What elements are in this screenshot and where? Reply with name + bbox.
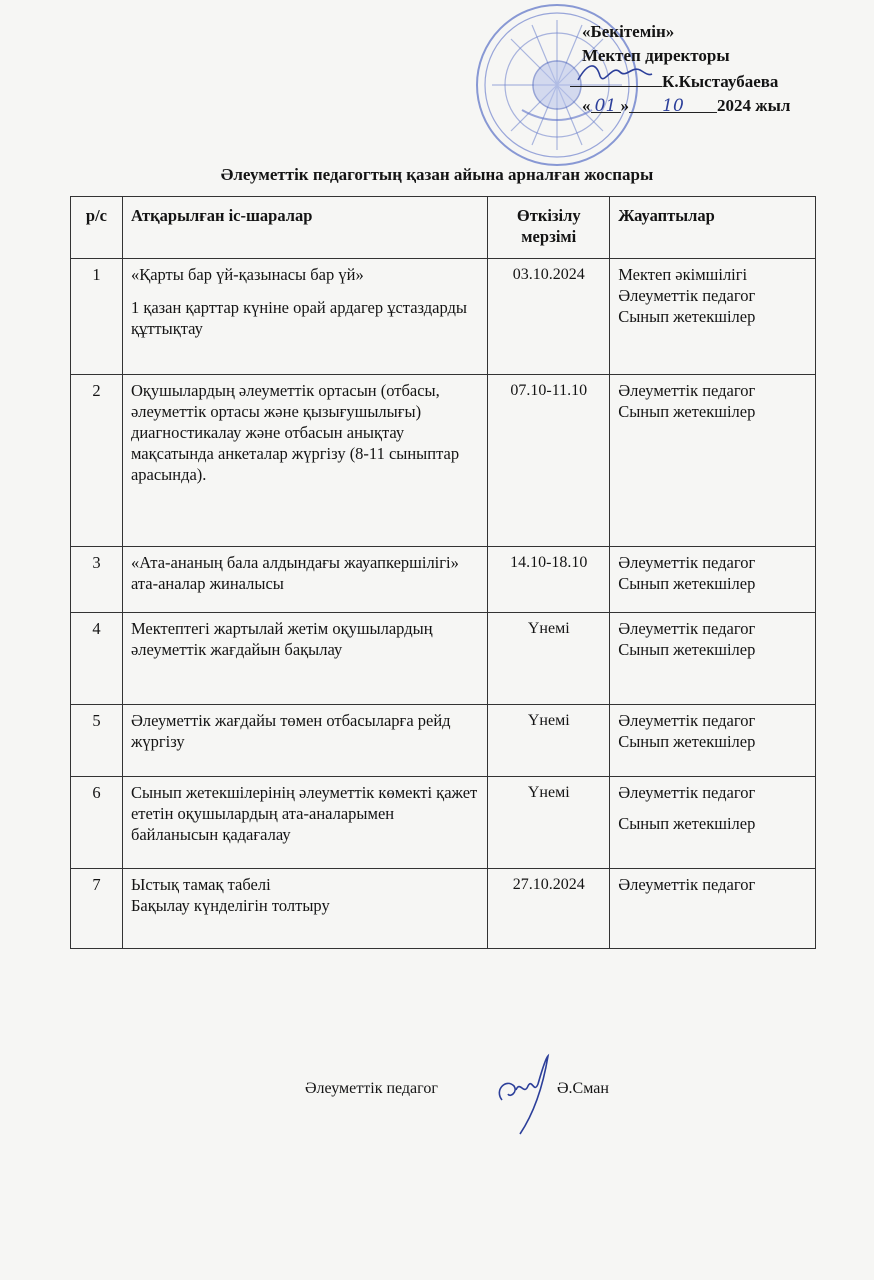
approval-label: «Бекітемін»: [582, 22, 675, 41]
table-row: [71, 613, 816, 705]
responsible-line: Сынып жетекшілер: [618, 574, 756, 593]
signature-footer: [305, 1080, 609, 1098]
responsible-line: Әлеуметтік педагог: [618, 711, 756, 730]
director-signature-icon: [574, 58, 654, 88]
table-row: [71, 375, 816, 547]
responsible-line: Мектеп әкімшілігі: [618, 265, 748, 284]
row-activity: «Ата-ананың бала алдындағы жауапкершілігі» ата-аналар жиналысы: [122, 547, 487, 613]
row-date: 27.10.2024: [488, 869, 610, 949]
row-responsible: [610, 777, 816, 869]
plan-table: [70, 196, 816, 949]
approval-block: «Бекітемін» Мектеп директоры К.Кыстаубаева « 01 » 10 2024 жыл: [582, 20, 842, 118]
row-activity: [122, 259, 487, 375]
row-num: 4: [71, 613, 123, 705]
row-activity: Мектептегі жартылай жетім оқушылардың әлеуметтік жағдайын бақылау: [122, 613, 487, 705]
responsible-line: Сынып жетекшілер: [618, 307, 756, 326]
row-activity: Оқушылардың әлеуметтік ортасын (отбасы, әлеуметтік ортасы және қызығушылығы) диагностикалау және отбасын анықтау мақсатында анкеталар жүргізу (8-11 сыныптар арасында).: [122, 375, 487, 547]
header-responsible: Жауаптылар: [610, 197, 816, 259]
row-num: 3: [71, 547, 123, 613]
responsible-line: Әлеуметтік педагог: [618, 553, 756, 572]
responsible-line: Сынып жетекшілер: [618, 814, 756, 833]
row-activity-line: Ыстық тамақ табелі: [130, 875, 271, 894]
header-num: р/с: [71, 197, 123, 259]
row-date: 03.10.2024: [488, 259, 610, 375]
document-title: Әлеуметтік педагогтың қазан айына арналған жоспары: [220, 165, 654, 184]
row-responsible: [610, 869, 816, 949]
row-num: 7: [71, 869, 123, 949]
row-responsible: [610, 547, 816, 613]
header-activity: Атқарылған іс-шаралар: [122, 197, 487, 259]
responsible-line: Сынып жетекшілер: [618, 640, 756, 659]
table-row: [71, 259, 816, 375]
table-row: [71, 705, 816, 777]
row-activity-line: Бақылау күнделігін толтыру: [130, 896, 330, 915]
row-activity: [122, 869, 487, 949]
responsible-line: Сынып жетекшілер: [618, 402, 756, 421]
approval-year: 2024 жыл: [717, 96, 791, 115]
row-responsible: [610, 375, 816, 547]
row-date: Үнемі: [488, 613, 610, 705]
responsible-line: Әлеуметтік педагог: [618, 783, 756, 802]
director-signature-line: [570, 68, 662, 87]
director-name: К.Кыстаубаева: [662, 72, 779, 91]
row-activity: Сынып жетекшілерінің әлеуметтік көмекті қажет ететін оқушылардың ата-аналарымен байланысын қадағалау: [122, 777, 487, 869]
row-activity-line: 1 қазан қарттар күніне орай ардагер ұстаздарды құттықтау: [130, 298, 467, 338]
row-responsible: [610, 259, 816, 375]
row-date: 07.10-11.10: [488, 375, 610, 547]
row-num: 1: [71, 259, 123, 375]
row-responsible: [610, 705, 816, 777]
row-date: Үнемі: [488, 705, 610, 777]
responsible-line: Әлеуметтік педагог: [618, 619, 756, 638]
responsible-line: Әлеуметтік педагог: [618, 286, 756, 305]
approval-day: 01: [591, 94, 621, 113]
row-activity: Әлеуметтік жағдайы төмен отбасыларға рейд жүргізу: [122, 705, 487, 777]
table-row: [71, 869, 816, 949]
header-date: Өткізілу мерзімі: [488, 197, 610, 259]
footer-name: Ә.Сман: [557, 1080, 609, 1097]
row-date: Үнемі: [488, 777, 610, 869]
row-num: 6: [71, 777, 123, 869]
table-row: [71, 547, 816, 613]
row-date: 14.10-18.10: [488, 547, 610, 613]
responsible-line: Сынып жетекшілер: [618, 732, 756, 751]
row-responsible: [610, 613, 816, 705]
author-signature-icon: [488, 1050, 558, 1140]
row-num: 5: [71, 705, 123, 777]
responsible-line: Әлеуметтік педагог: [618, 381, 756, 400]
responsible-line: Әлеуметтік педагог: [618, 875, 756, 894]
director-title: Мектеп директоры: [582, 46, 730, 65]
table-row: [71, 777, 816, 869]
row-num: 2: [71, 375, 123, 547]
approval-month: 10: [629, 94, 717, 113]
table-header-row: [71, 197, 816, 259]
row-activity-line: «Қарты бар үй-қазынасы бар үй»: [130, 265, 364, 284]
footer-role: Әлеуметтік педагог: [305, 1080, 438, 1097]
